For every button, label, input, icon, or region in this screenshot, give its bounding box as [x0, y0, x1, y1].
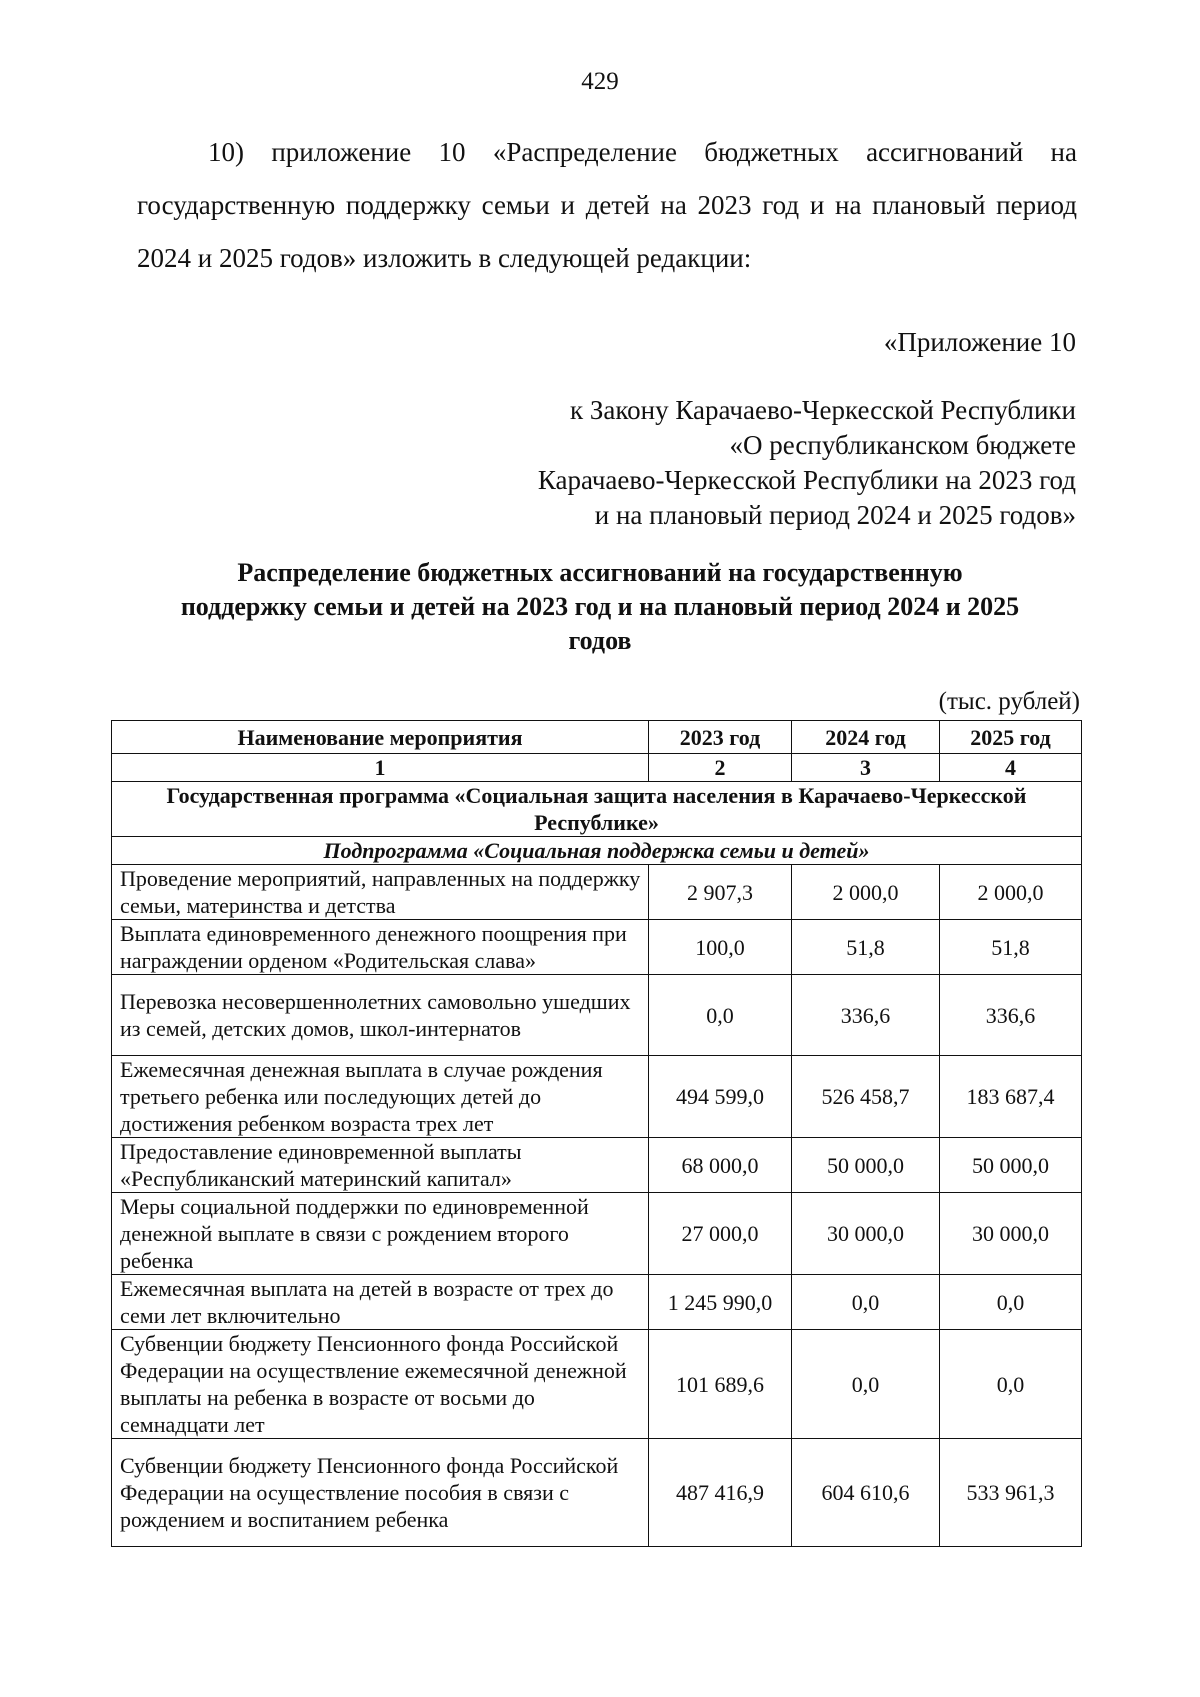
header-cell: Наименование мероприятия	[112, 721, 649, 754]
column-number: 1	[112, 754, 649, 782]
table-row	[112, 1330, 1082, 1439]
value-2023-cell: 101 689,6	[649, 1330, 792, 1439]
table-row	[112, 865, 1082, 920]
value-2023-cell: 100,0	[649, 920, 792, 975]
table-row	[112, 920, 1082, 975]
table-row	[112, 1439, 1082, 1547]
value-2024-cell: 50 000,0	[792, 1138, 940, 1193]
value-2025-cell: 0,0	[940, 1330, 1082, 1439]
program-title: Государственная программа «Социальная защита населения в Карачаево-Черкесской Республике»	[112, 782, 1082, 837]
value-2024-cell: 0,0	[792, 1275, 940, 1330]
item-name-cell: Субвенции бюджету Пенсионного фонда Российской Федерации на осуществление ежемесячной денежной выплаты на ребенка в возрасте от восьми до семнадцати лет	[112, 1330, 649, 1439]
value-2025-cell: 2 000,0	[940, 865, 1082, 920]
value-2025-cell: 0,0	[940, 1275, 1082, 1330]
table-row	[112, 1193, 1082, 1275]
page-number: 429	[581, 68, 619, 95]
title-line: поддержку семьи и детей на 2023 год и на плановый период 2024 и 2025	[180, 592, 1020, 621]
value-2024-cell: 336,6	[792, 975, 940, 1056]
table-row	[112, 1275, 1082, 1330]
header-cell: 2023 год	[649, 721, 792, 754]
law-reference-line: «О республиканском бюджете	[729, 430, 1076, 460]
item-name-cell: Выплата единовременного денежного поощрения при награждении орденом «Родительская слава»	[112, 920, 649, 975]
item-name-cell: Субвенции бюджету Пенсионного фонда Российской Федерации на осуществление пособия в связи с рождением и воспитанием ребенка	[112, 1439, 649, 1547]
units-label: (тыс. рублей)	[938, 688, 1080, 715]
item-name-cell: Ежемесячная выплата на детей в возрасте от трех до семи лет включительно	[112, 1275, 649, 1330]
subprogram-title: Подпрограмма «Социальная поддержка семьи и детей»	[112, 837, 1082, 865]
appendix-label: «Приложение 10	[883, 327, 1076, 357]
item-name-cell: Проведение мероприятий, направленных на поддержку семьи, материнства и детства	[112, 865, 649, 920]
budget-table	[111, 720, 1082, 1547]
header-cell: 2025 год	[940, 721, 1082, 754]
table-header-row	[112, 721, 1082, 754]
value-2025-cell: 183 687,4	[940, 1056, 1082, 1138]
column-number: 3	[792, 754, 940, 782]
value-2025-cell: 30 000,0	[940, 1193, 1082, 1275]
column-number: 2	[649, 754, 792, 782]
column-number-row	[112, 754, 1082, 782]
item-name-cell: Меры социальной поддержки по единовременной денежной выплате в связи с рождением второго ребенка	[112, 1193, 649, 1275]
value-2025-cell: 50 000,0	[940, 1138, 1082, 1193]
item-name-cell: Предоставление единовременной выплаты «Республиканский материнский капитал»	[112, 1138, 649, 1193]
table-row	[112, 975, 1082, 1056]
value-2023-cell: 0,0	[649, 975, 792, 1056]
law-reference-line: Карачаево-Черкесской Республики на 2023 год	[537, 465, 1076, 495]
item-name-cell: Ежемесячная денежная выплата в случае рождения третьего ребенка или последующих детей до достижения ребенком возраста трех лет	[112, 1056, 649, 1138]
law-reference-line: и на плановый период 2024 и 2025 годов»	[594, 500, 1076, 530]
value-2025-cell: 533 961,3	[940, 1439, 1082, 1547]
value-2025-cell: 336,6	[940, 975, 1082, 1056]
value-2024-cell: 526 458,7	[792, 1056, 940, 1138]
value-2023-cell: 2 907,3	[649, 865, 792, 920]
program-row	[112, 782, 1082, 837]
item-name-cell: Перевозка несовершеннолетних самовольно ушедших из семей, детских домов, школ-интернатов	[112, 975, 649, 1056]
header-cell: 2024 год	[792, 721, 940, 754]
value-2023-cell: 27 000,0	[649, 1193, 792, 1275]
value-2024-cell: 30 000,0	[792, 1193, 940, 1275]
title-line: годов	[568, 626, 632, 655]
value-2023-cell: 1 245 990,0	[649, 1275, 792, 1330]
value-2024-cell: 2 000,0	[792, 865, 940, 920]
subprogram-row	[112, 837, 1082, 865]
law-reference-line: к Закону Карачаево-Черкесской Республики	[570, 395, 1076, 425]
table-row	[112, 1056, 1082, 1138]
column-number: 4	[940, 754, 1082, 782]
value-2023-cell: 487 416,9	[649, 1439, 792, 1547]
value-2024-cell: 0,0	[792, 1330, 940, 1439]
document-title	[130, 556, 1070, 658]
law-reference	[436, 393, 1076, 533]
value-2023-cell: 494 599,0	[649, 1056, 792, 1138]
value-2024-cell: 604 610,6	[792, 1439, 940, 1547]
intro-paragraph: 10) приложение 10 «Распределение бюджетных ассигнований на государственную поддержку семьи и детей на 2023 год и на плановый период 2024 и 2025 годов» изложить в следующей редакции:	[137, 137, 1077, 273]
value-2025-cell: 51,8	[940, 920, 1082, 975]
title-line: Распределение бюджетных ассигнований на государственную	[237, 558, 963, 587]
value-2023-cell: 68 000,0	[649, 1138, 792, 1193]
table-row	[112, 1138, 1082, 1193]
value-2024-cell: 51,8	[792, 920, 940, 975]
